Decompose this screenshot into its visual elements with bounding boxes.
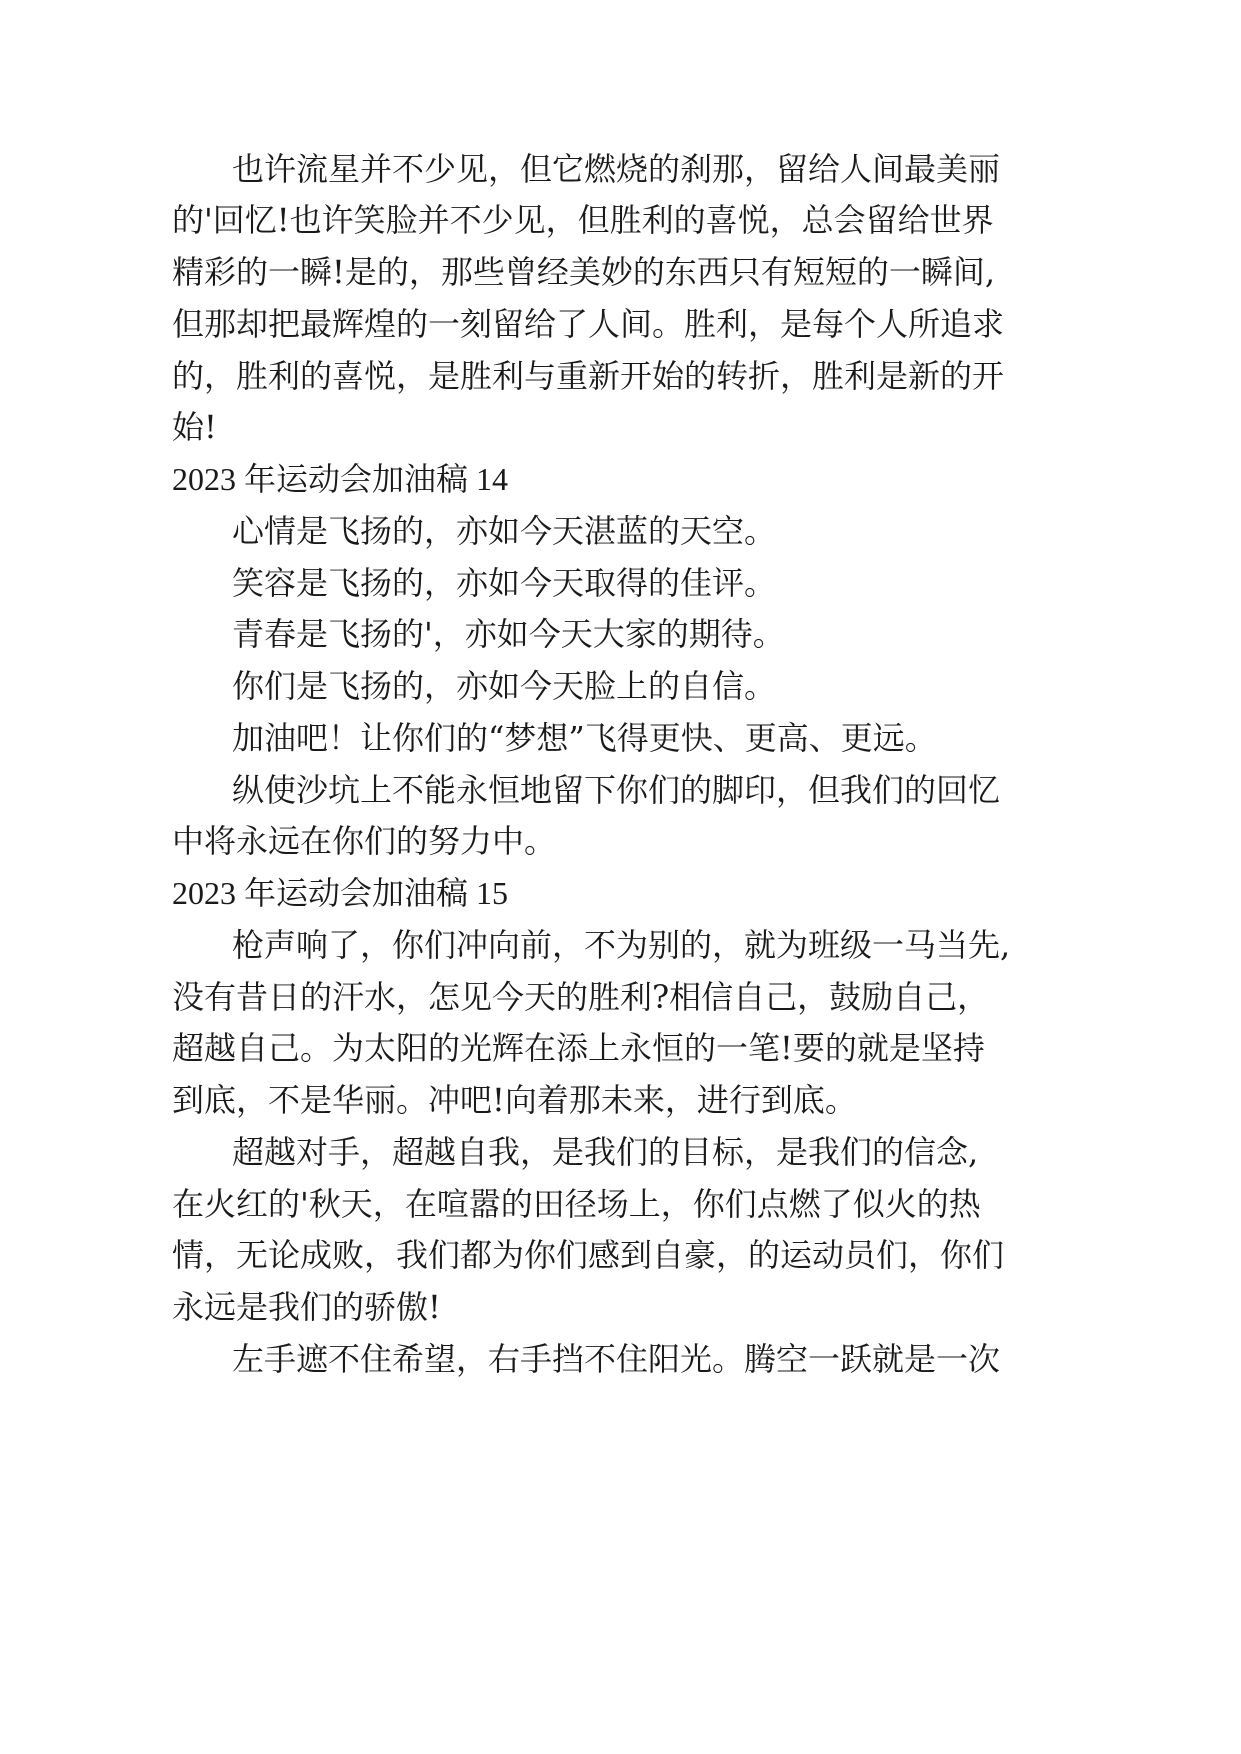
paragraph-line: 超越自己。为太阳的光辉在添上永恒的一笔!要的就是坚持 xyxy=(172,1029,985,1067)
paragraph-line: 纵使沙坑上不能永恒地留下你们的脚印，但我们的回忆 xyxy=(232,771,1001,809)
paragraph-line: 青春是飞扬的'，亦如今天大家的期待。 xyxy=(232,615,785,653)
section-heading: 2023 年运动会加油稿 15 xyxy=(172,875,509,911)
paragraph-line: 超越对手，超越自我，是我们的目标，是我们的信念, xyxy=(232,1133,979,1171)
paragraph-line: 在火红的'秋天，在喧嚣的田径场上，你们点燃了似火的热 xyxy=(172,1185,981,1223)
paragraph-line: 情，无论成败，我们都为你们感到自豪，的运动员们，你们 xyxy=(172,1236,1005,1274)
paragraph-line: 到底，不是华丽。冲吧!向着那未来，进行到底。 xyxy=(172,1081,857,1119)
paragraph-line: 没有昔日的汗水，怎见今天的胜利?相信自己，鼓励自己， xyxy=(172,978,990,1016)
paragraph-line: 的'回忆!也许笑脸并不少见，但胜利的喜悦，总会留给世界 xyxy=(172,201,994,239)
paragraph-line: 笑容是飞扬的，亦如今天取得的佳评。 xyxy=(232,564,777,602)
paragraph-line: 枪声响了，你们冲向前，不为别的，就为班级一马当先, xyxy=(232,926,1011,964)
paragraph-line: 你们是飞扬的，亦如今天脸上的自信。 xyxy=(232,667,777,705)
paragraph-line: 但那却把最辉煌的一刻留给了人间。胜利，是每个人所追求 xyxy=(172,305,1005,343)
paragraph-line: 心情是飞扬的，亦如今天湛蓝的天空。 xyxy=(232,512,777,550)
section-heading: 2023 年运动会加油稿 14 xyxy=(172,461,509,497)
paragraph-line: 的，胜利的喜悦，是胜利与重新开始的转折，胜利是新的开 xyxy=(172,357,1005,395)
paragraph-line: 也许流星并不少见，但它燃烧的刹那，留给人间最美丽 xyxy=(232,150,1001,188)
paragraph-line: 精彩的一瞬!是的，那些曾经美妙的东西只有短短的一瞬间, xyxy=(172,253,996,291)
paragraph-line: 始! xyxy=(172,408,217,446)
paragraph-line: 加油吧！让你们的“梦想”飞得更快、更高、更远。 xyxy=(232,719,937,757)
paragraph-line: 左手遮不住希望，右手挡不住阳光。腾空一跃就是一次 xyxy=(232,1340,1001,1378)
paragraph-line: 永远是我们的骄傲! xyxy=(172,1288,441,1326)
paragraph-line: 中将永远在你们的努力中。 xyxy=(172,822,557,860)
